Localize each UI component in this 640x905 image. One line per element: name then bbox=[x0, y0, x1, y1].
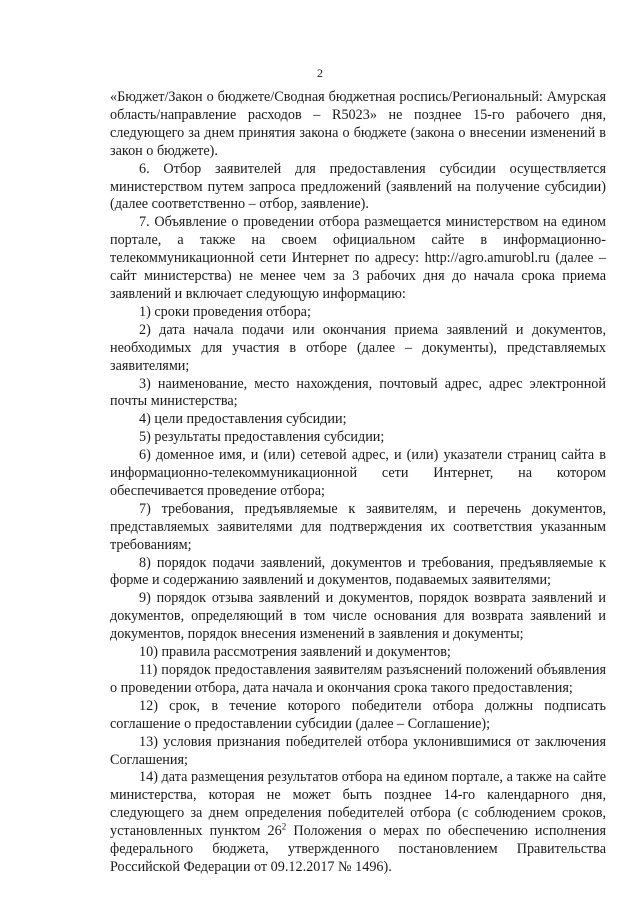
footnote-superscript: 2 bbox=[281, 821, 287, 832]
list-item-11: 11) порядок предоставления заявителям разъяснений положений объявления о проведении отбора, дата начала и окончания срока такого предоставления; bbox=[110, 662, 606, 696]
list-item-13: 13) условия признания победителей отбора уклонившимися от заключения Соглашения; bbox=[110, 733, 606, 768]
list-item-12: 12) срок, в течение которого победители отбора должны подписать соглашение о предоставлении субсидии (далее – Соглашение); bbox=[110, 697, 606, 732]
page-number: 2 bbox=[317, 66, 323, 80]
list-item-14-text-end: Положения о мерах по обеспечению исполнения федерального бюджета, утвержденного постановлением Правительства Российской Федерации от 09.12.2017 № 1496). bbox=[110, 823, 607, 875]
list-item-8: 8) порядок подачи заявлений, документов и требования, предъявляемые к форме и содержанию заявлений и документов, подаваемых заявителями; bbox=[110, 554, 606, 589]
list-item-10: 10) правила рассмотрения заявлений и документов; bbox=[139, 644, 451, 661]
document-body bbox=[110, 89, 606, 877]
list-item-6: 6) доменное имя, и (или) сетевой адрес, и (или) указатели страниц сайта в информационно-телекоммуникационной сети Интернет, на котором обеспечивается проведение отбора; bbox=[110, 447, 606, 499]
list-item-7: 7) требования, предъявляемые к заявителям, и перечень документов, представляемых заявителями для подтверждения их соответствия указанным требованиям; bbox=[110, 500, 606, 553]
paragraph-budget-continuation: «Бюджет/Закон о бюджете/Сводная бюджетная роспись/Региональный: Амурская область/направление расходов – R5023» не позднее 15-го рабочего дня, следующего за днем принятия закона о бюджете (закона о внесении изменений в закон о бюджете). bbox=[110, 89, 606, 159]
list-item-9: 9) порядок отзыва заявлений и документов, порядок возврата заявлений и документов, определяющий в том числе основания для возврата заявлений и документов, порядок внесения изменений в заявления и документы; bbox=[110, 590, 606, 643]
list-item-14-text: 14) дата размещения результатов отбора на едином портале, а также на сайте министерства, которая не может быть позднее 14-го календарного дня, следующего за днем определения победителей отбора (с соблюдением сроков, установленных пунктом 26 bbox=[110, 769, 606, 840]
list-item-5: 5) результаты предоставления субсидии; bbox=[139, 429, 385, 446]
list-item-1: 1) сроки проведения отбора; bbox=[139, 303, 311, 320]
paragraph-6: 6. Отбор заявителей для предоставления субсидии осуществляется министерством путем запроса предложений (заявлений на получение субсидии) (далее соответственно – отбор, заявление). bbox=[110, 160, 606, 213]
paragraph-7: 7. Объявление о проведении отбора размещается министерством на едином портале, а также на своем официальном сайте в информационно-телекоммуникационной сети Интернет по адресу: http://agro.amurobl.ru (далее – сайт министерства) не менее чем за 3 рабочих дня до начала срока приема заявлений и включает следующую информацию: bbox=[110, 214, 606, 302]
list-item-14 bbox=[110, 769, 606, 876]
list-item-3: 3) наименование, место нахождения, почтовый адрес, адрес электронной почты министерства; bbox=[110, 375, 606, 410]
list-item-2: 2) дата начала подачи или окончания приема заявлений и документов, необходимых для участия в отборе (далее – документы), представляемых заявителями; bbox=[110, 321, 606, 374]
list-item-4: 4) цели предоставления субсидии; bbox=[139, 411, 347, 428]
